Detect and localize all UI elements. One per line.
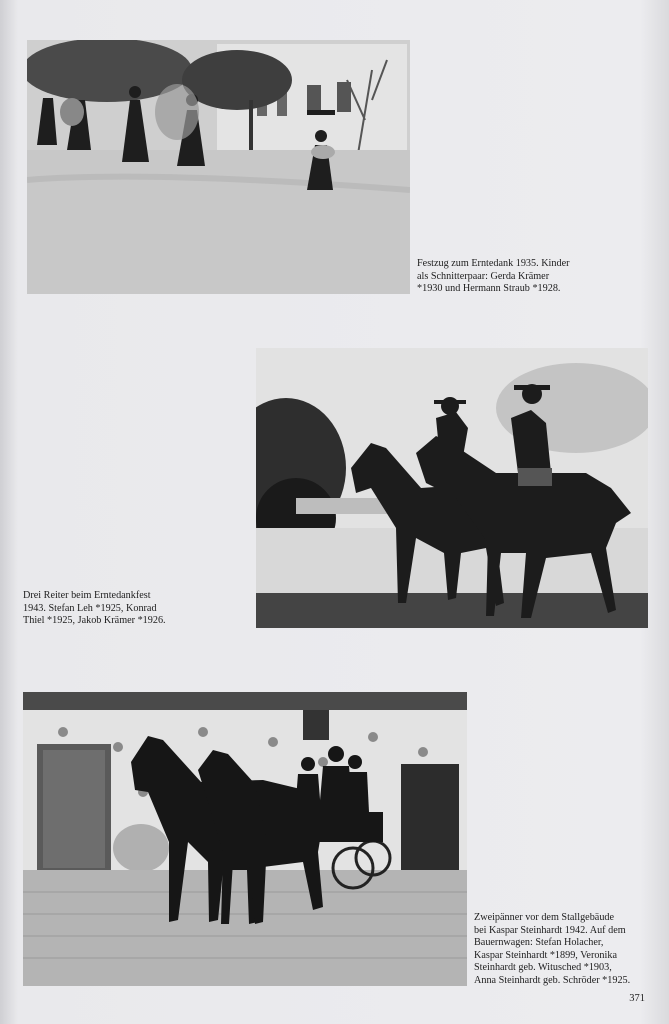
caption-line: Kaspar Steinhardt *1899, Veronika bbox=[474, 949, 617, 961]
caption-line: Zweipänner vor dem Stallgebäude bbox=[474, 912, 615, 923]
photo-harvest-procession bbox=[27, 40, 410, 294]
caption-photo-3 bbox=[474, 912, 630, 987]
caption-line: Anna Steinhardt geb. Schröder *1925. bbox=[474, 974, 631, 986]
caption-line: bei Kaspar Steinhardt 1942. Auf dem bbox=[474, 924, 626, 936]
caption-line: Thiel *1925, Jakob Krämer *1926. bbox=[23, 615, 166, 626]
caption-line: als Schnitterpaar: Gerda Krämer bbox=[417, 270, 550, 282]
caption-line: *1930 und Hermann Straub *1928. bbox=[417, 283, 561, 294]
photo-three-riders bbox=[256, 348, 648, 628]
caption-line: Festzug zum Erntedank 1935. Kinder bbox=[417, 258, 570, 269]
caption-line: Steinhardt geb. Witusched *1903, bbox=[474, 962, 612, 973]
caption-photo-1 bbox=[417, 258, 570, 296]
caption-line: Drei Reiter beim Erntedankfest bbox=[23, 590, 151, 601]
caption-photo-2 bbox=[23, 590, 166, 628]
caption-line: 1943. Stefan Leh *1925, Konrad bbox=[23, 602, 157, 614]
page-number: 371 bbox=[629, 993, 645, 1004]
photo-two-horse-wagon bbox=[23, 692, 467, 986]
caption-line: Bauernwagen: Stefan Holacher, bbox=[474, 937, 604, 948]
